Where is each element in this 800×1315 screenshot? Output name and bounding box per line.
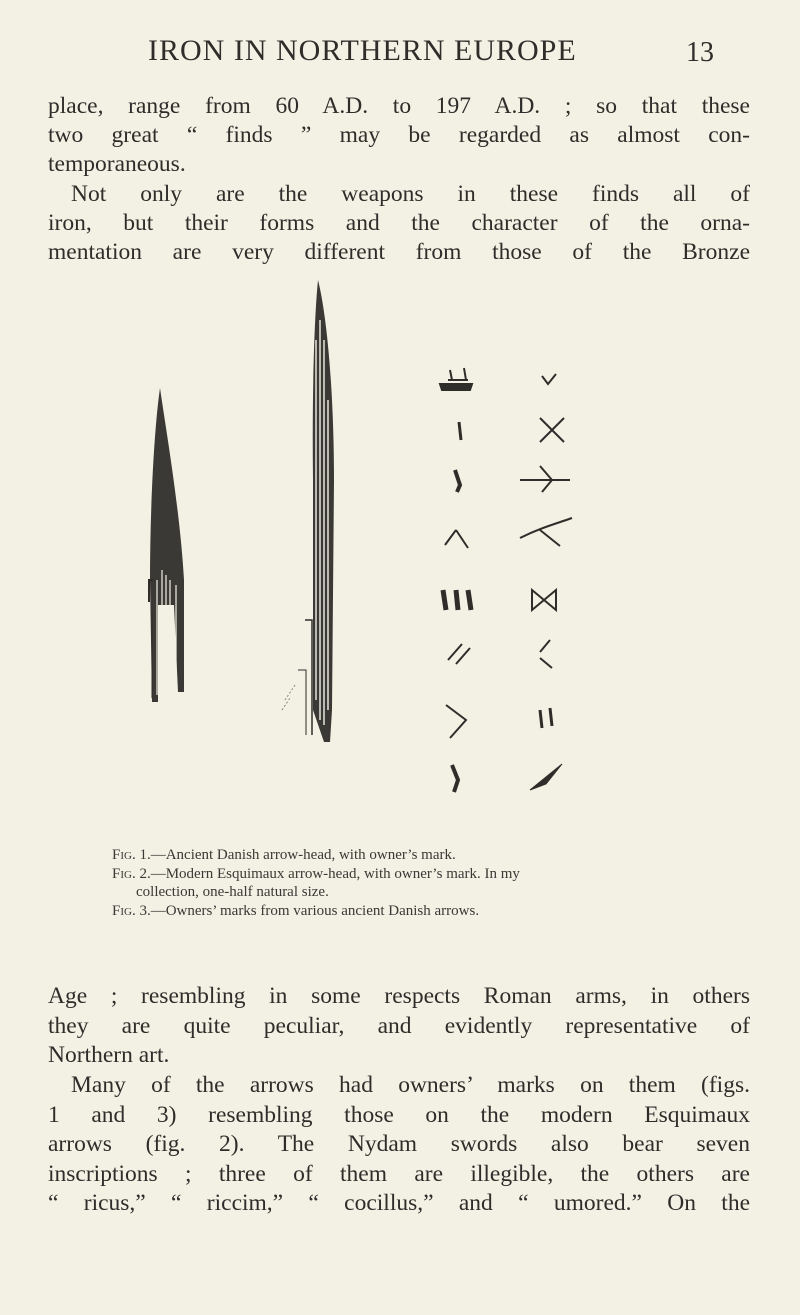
figure-captions [112,846,742,920]
text-line: two great “ finds ” may be regarded as almost con- [48,122,750,148]
paragraph-1 [48,92,750,179]
paragraph-3 [48,982,750,1071]
fig3-owners-marks [440,368,572,792]
text-line: Age ; resembling in some respects Roman arms, in others [48,983,750,1009]
text-line: Not only are the weapons in these finds all of [71,181,750,207]
text-line: inscriptions ; three of them are illegible, the others are [48,1160,750,1187]
text-line: arrows (fig. 2). The Nydam swords also bear seven [48,1131,750,1157]
page-number: 13 [686,37,714,68]
text-line: 1 and 3) resembling those on the modern Esquimaux [48,1101,750,1128]
running-header [0,34,800,74]
arrow-figure [100,280,700,840]
text-line: Many of the arrows had owners’ marks on them (figs. [71,1072,750,1098]
text-line: mentation are very different from those of the Bronze [48,239,750,265]
running-title: IRON IN NORTHERN EUROPE [148,34,577,67]
text-line: iron, but their forms and the character of the orna- [48,210,750,236]
caption-fig2: Fig. 2.—Modern Esquimaux arrow-head, with owner’s mark. In my [112,865,520,882]
text-line: temporaneous. [48,151,186,177]
caption-fig3: Fig. 3.—Owners’ marks from various ancient Danish arrows. [112,902,480,919]
paragraph-2 [48,180,750,267]
paragraph-4 [48,1071,750,1219]
text-line: place, range from 60 A.D. to 197 A.D. ; so that these [48,93,750,119]
caption-fig1: Fig. 1.—Ancient Danish arrow-head, with owner’s mark. [112,847,456,863]
fig2-arrow-head [282,280,334,742]
caption-fig2-continuation: collection, one-half natural size. [136,884,329,900]
text-line: Northern art. [48,1042,170,1068]
text-line: they are quite peculiar, and evidently representative of [48,1012,750,1039]
text-line: “ ricus,” “ riccim,” “ cocillus,” and “ umored.” On the [48,1190,750,1216]
fig1-arrow-head [149,388,184,702]
